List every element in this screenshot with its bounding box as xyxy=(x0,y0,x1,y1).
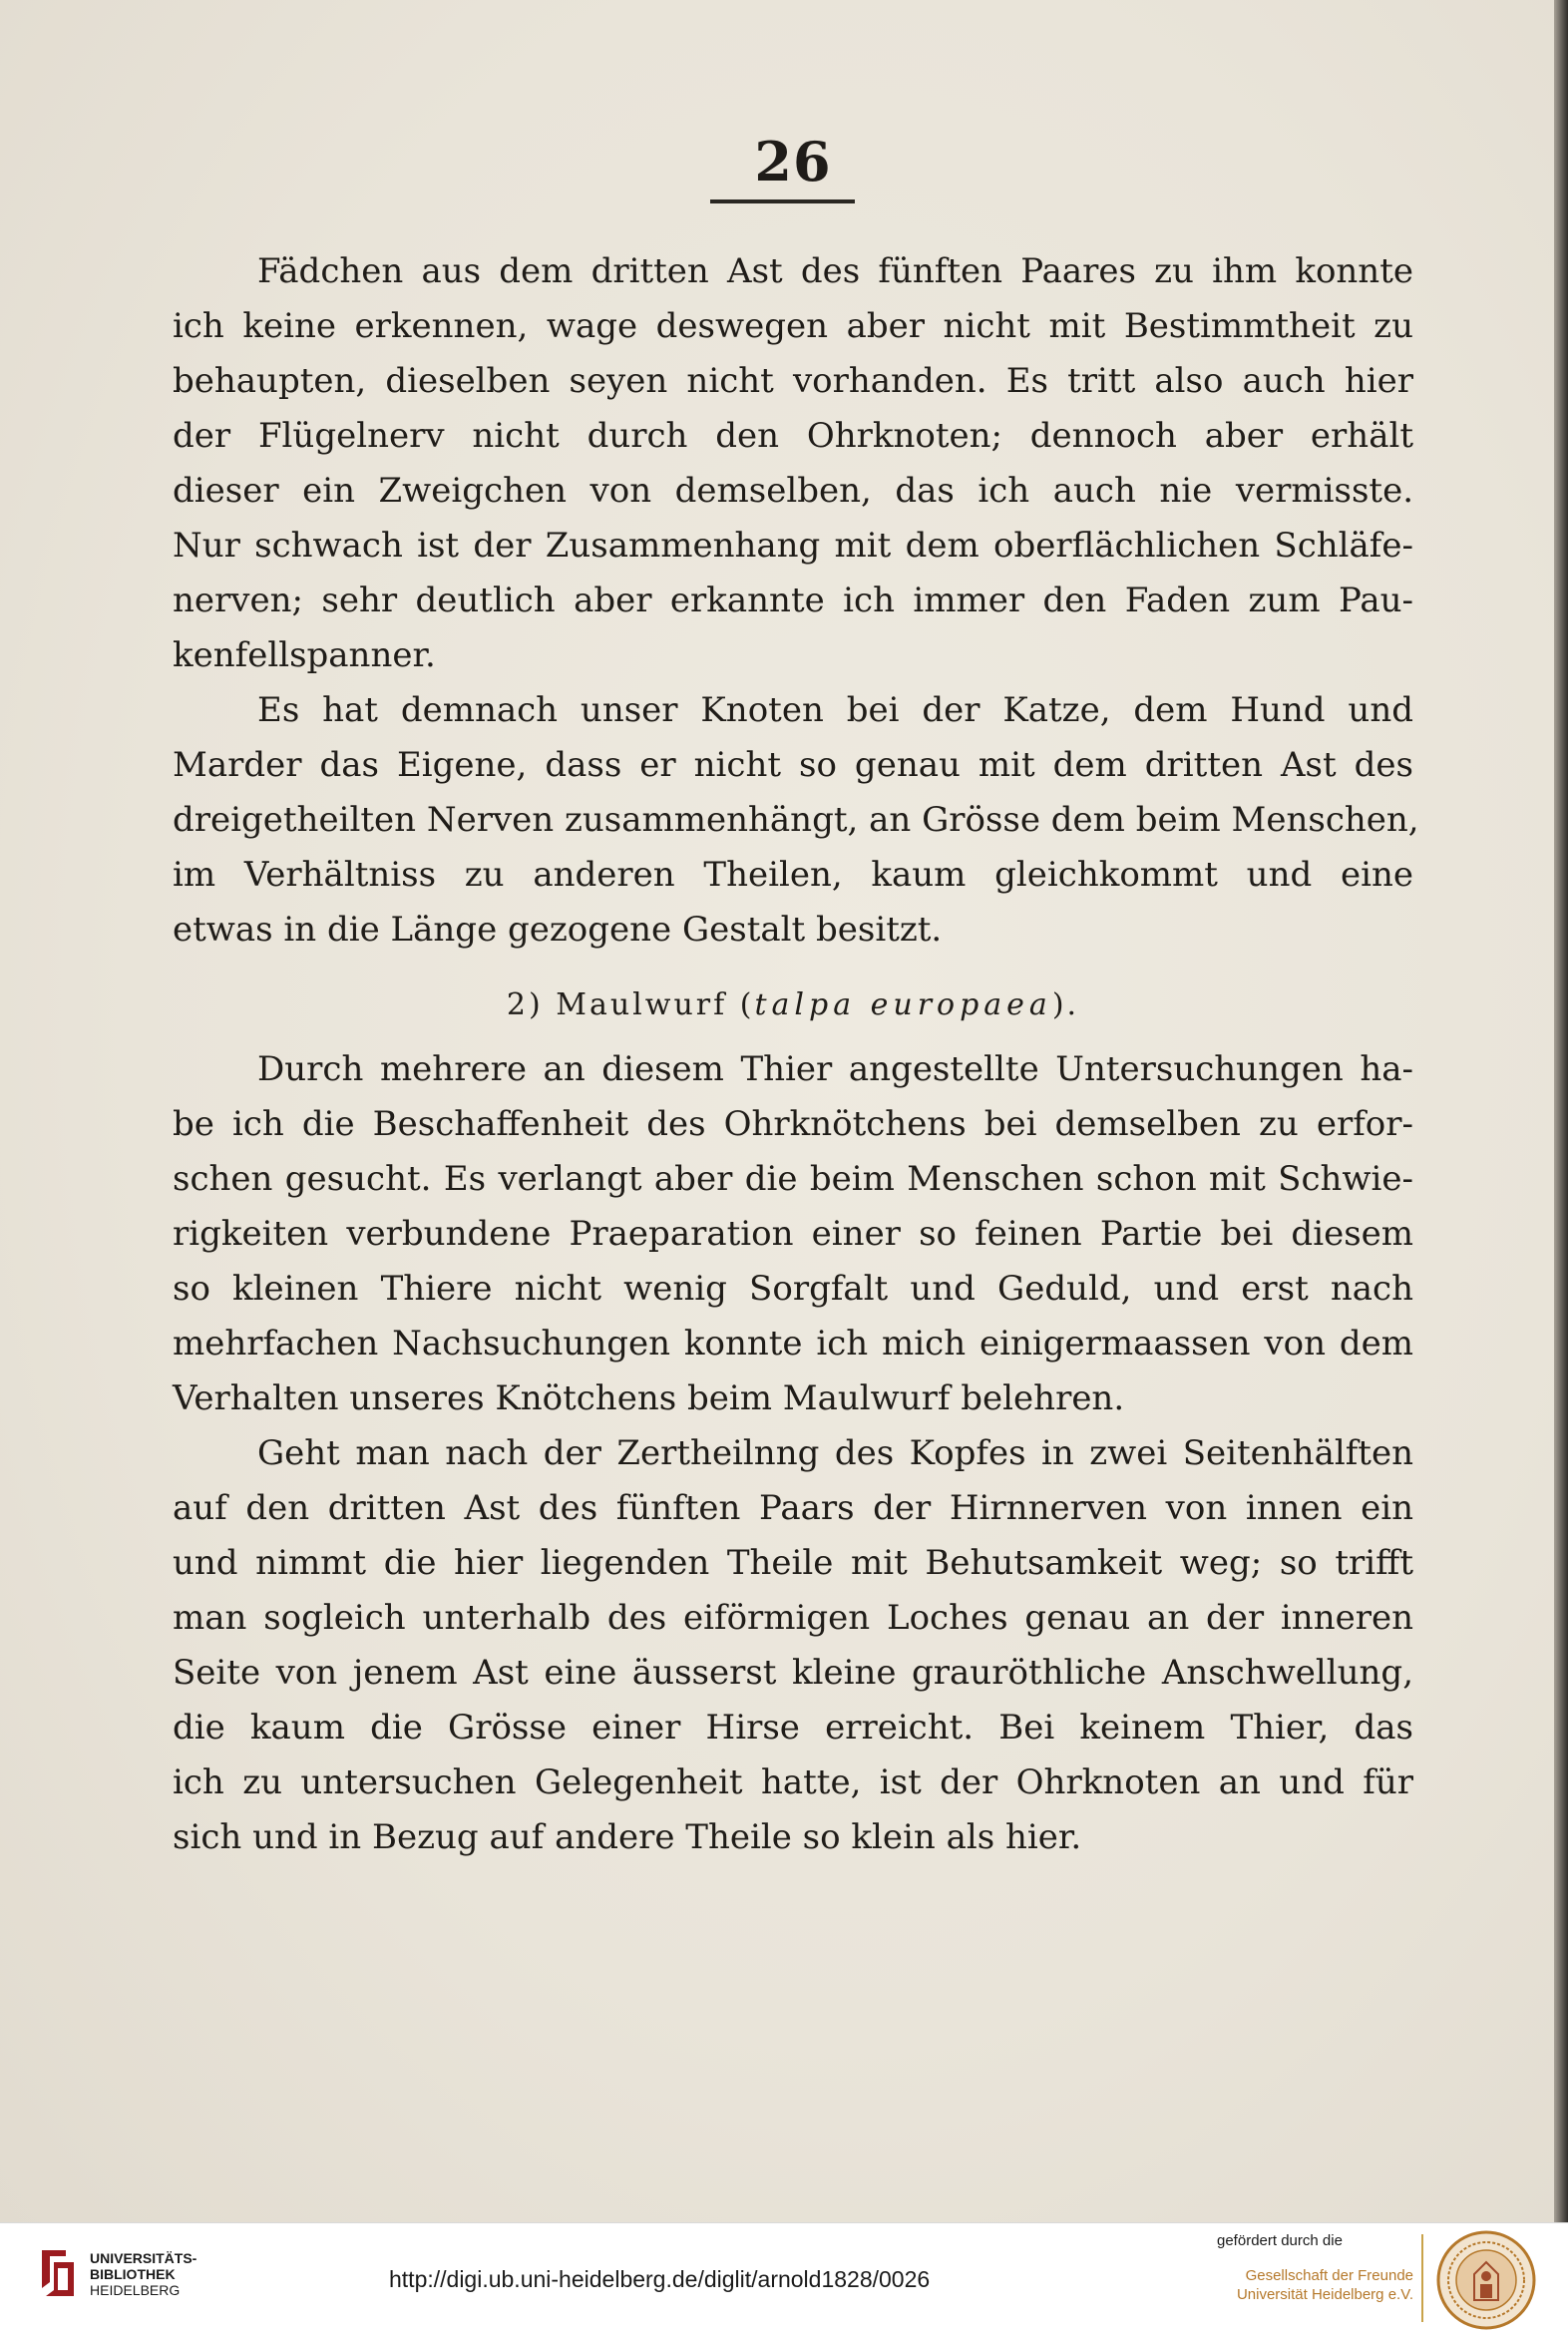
text-line: etwas in die Länge gezogene Gestalt besitzt. xyxy=(173,910,943,950)
text-line: ich zu untersuchen Gelegenheit hatte, ist der Ohrknoten an und für xyxy=(173,1762,1413,1802)
text-line: nerven; sehr deutlich aber erkannte ich immer den Faden zum Pau- xyxy=(173,581,1413,620)
sponsor-label: gefördert durch die xyxy=(1217,2232,1343,2249)
library-name-line: HEIDELBERG xyxy=(90,2282,181,2298)
paragraph-1 xyxy=(173,244,1413,683)
sponsor-divider xyxy=(1421,2234,1423,2322)
text-line: ich keine erkennen, wage deswegen aber nicht mit Bestimmtheit zu xyxy=(173,306,1413,346)
text-line: Es hat demnach unser Knoten bei der Katze, dem Hund und xyxy=(257,690,1413,730)
page-edge-shadow xyxy=(1554,0,1568,2222)
paragraph-4 xyxy=(173,1426,1413,1865)
paragraph-3 xyxy=(173,1042,1413,1426)
text-line: man sogleich unterhalb des eiförmigen Loches genau an der inneren xyxy=(173,1598,1413,1638)
text-line: sich und in Bezug auf andere Theile so klein als hier. xyxy=(173,1817,1082,1857)
text-line: Seite von jenem Ast eine äusserst kleine grauröthliche Anschwellung, xyxy=(173,1653,1413,1693)
section-heading-prefix: 2) Maulwurf ( xyxy=(506,987,755,1022)
text-line: Marder das Eigene, dass er nicht so genau mit dem dritten Ast des xyxy=(173,745,1413,785)
university-seal-icon xyxy=(1436,2230,1536,2330)
text-line: und nimmt die hier liegenden Theile mit Behutsamkeit weg; so trifft xyxy=(173,1543,1413,1583)
paragraph-2 xyxy=(173,683,1419,958)
text-line: be ich die Beschaffenheit des Ohrknötchens bei demselben zu erfor- xyxy=(173,1104,1413,1144)
text-line: Geht man nach der Zertheilnng des Kopfes in zwei Seitenhälften xyxy=(257,1433,1413,1473)
text-line: der Flügelnerv nicht durch den Ohrknoten; dennoch aber erhält xyxy=(173,416,1413,456)
text-line: so kleinen Thiere nicht wenig Sorgfalt und Geduld, und erst nach xyxy=(173,1269,1413,1309)
sponsor-name-line: Gesellschaft der Freunde xyxy=(1245,2267,1413,2284)
text-line: rigkeiten verbundene Praeparation einer so feinen Partie bei diesem xyxy=(173,1214,1413,1254)
text-line: Fädchen aus dem dritten Ast des fünften Paares zu ihm konnte xyxy=(257,251,1413,291)
page-number: 26 xyxy=(754,130,832,194)
text-line: behaupten, dieselben seyen nicht vorhanden. Es tritt also auch hier xyxy=(173,361,1413,401)
library-name-line: UNIVERSITÄTS- xyxy=(90,2250,197,2266)
section-heading-latin: talpa europaea xyxy=(754,987,1052,1022)
text-line: die kaum die Grösse einer Hirse erreicht. Bei keinem Thier, das xyxy=(173,1708,1413,1748)
page-body xyxy=(173,244,1419,1865)
sponsor-name[interactable] xyxy=(1214,2266,1413,2304)
library-name-line: BIBLIOTHEK xyxy=(90,2266,176,2282)
text-line: auf den dritten Ast des fünften Paars der Hirnnerven von innen ein xyxy=(173,1488,1413,1528)
text-line: mehrfachen Nachsuchungen konnte ich mich einigermaassen von dem xyxy=(173,1324,1413,1363)
text-line: Durch mehrere an diesem Thier angestellte Untersuchungen ha- xyxy=(257,1049,1413,1089)
text-line: schen gesucht. Es verlangt aber die beim Menschen schon mit Schwie- xyxy=(173,1159,1413,1199)
text-line: kenfellspanner. xyxy=(173,635,436,675)
section-heading xyxy=(173,977,1413,1032)
sponsor-name-line: Universität Heidelberg e.V. xyxy=(1236,2286,1413,2303)
text-line: Verhalten unseres Knötchens beim Maulwurf belehren. xyxy=(173,1378,1125,1418)
text-line: dreigetheilten Nerven zusammenhängt, an Grösse dem beim Menschen, xyxy=(173,800,1419,840)
permalink-url[interactable]: http://digi.ub.uni-heidelberg.de/diglit/arnold1828/0026 xyxy=(389,2266,931,2292)
section-heading-suffix: ). xyxy=(1051,987,1080,1022)
university-library-logo-icon[interactable] xyxy=(36,2242,80,2304)
university-library-name[interactable] xyxy=(90,2250,196,2298)
page-number-rule xyxy=(710,199,855,203)
text-line: Nur schwach ist der Zusammenhang mit dem oberflächlichen Schläfe- xyxy=(173,526,1413,566)
text-line: dieser ein Zweigchen von demselben, das ich auch nie vermisste. xyxy=(173,471,1413,511)
text-line: im Verhältniss zu anderen Theilen, kaum gleichkommt und eine xyxy=(173,855,1413,895)
